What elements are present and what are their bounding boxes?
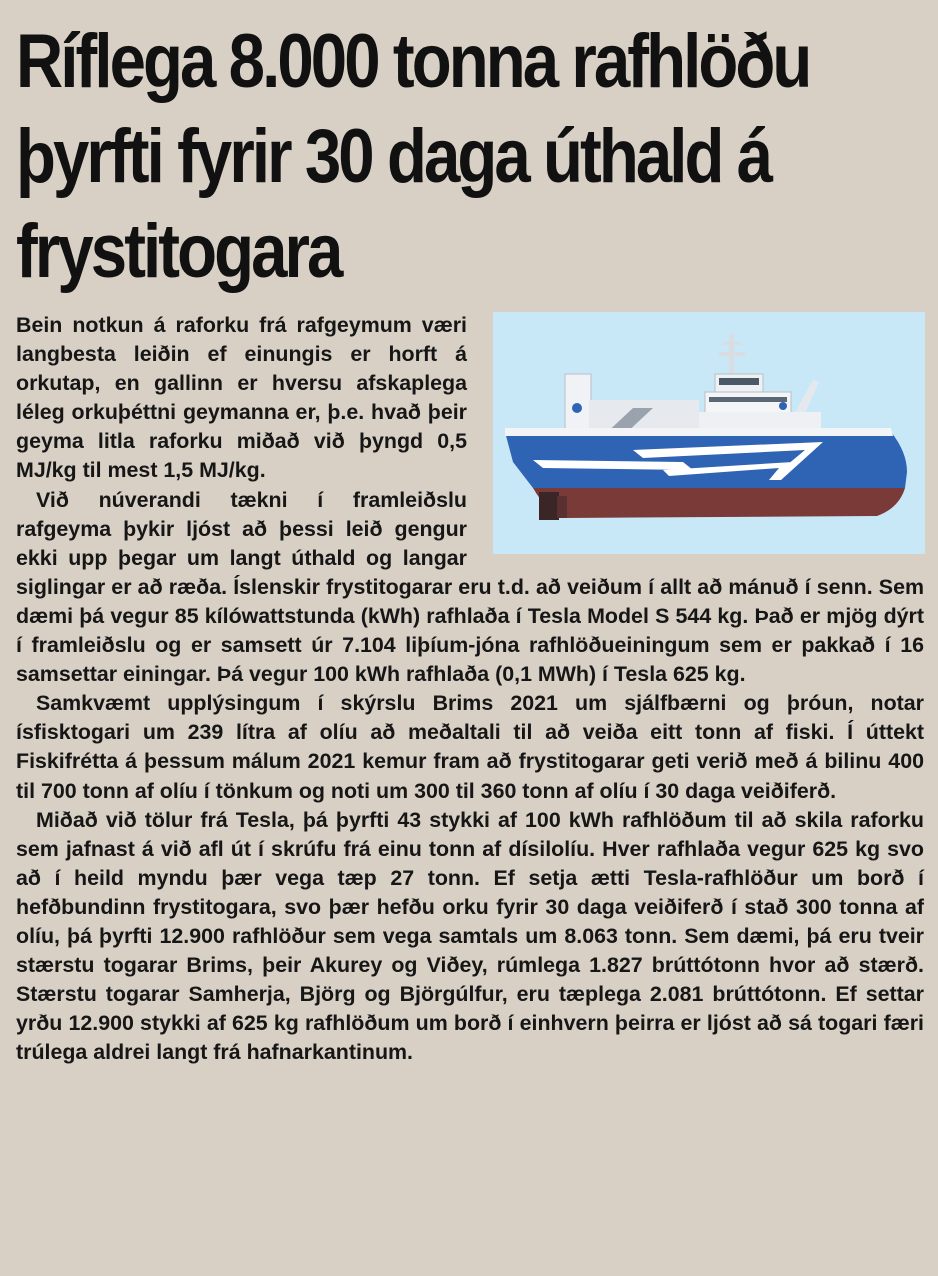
paragraph-3: Samkvæmt upplýsingum í skýrslu Brims 2021 um sjálfbærni og þróun, notar ísfisktogari um 239 lítra af olíu að meðaltali til að veiða eitt tonn af fiski. Í úttekt Fiskifrétta á þessum málum 2021 kemur fram að frystitogarar geti verið með á bilinu 400 til 700 tonn af olíu í tönkum og noti um 300 til 360 tonn af olíu í 30 daga veiðiferð. <box>16 691 924 803</box>
ship-image <box>493 312 925 554</box>
paragraph-1: Bein notkun á raforku frá rafgeymum væri langbesta leiðin ef einungis er horft á orkutap, en gallinn er hversu afskaplega léleg orkuþéttni geymanna er, þ.e. hvað þeir geyma litla raforku miðað við þyngd 0,5 MJ/kg til mest 1,5 MJ/kg. <box>16 313 467 483</box>
trawler-ship-illustration <box>493 312 925 554</box>
headline: Ríflega 8.000 tonna rafhlöðu þyrfti fyrir 30 daga úthald á frystitogara <box>16 19 810 294</box>
paragraph-2: Við núverandi tækni í framleiðslu rafgeyma þykir ljóst að þessi leið gengur ekki upp þegar um langt úthald og langar siglingar er að ræða. Íslenskir frystitogarar eru t.d. að veiðum í allt að mánuð í senn. Sem dæmi þá vegur 85 kílówattstunda (kWh) rafhlaða í Tesla Model S 544 kg. Það er mjög dýrt í framleiðslu og er samsett úr 7.104 liþíum-jóna rafhlöðueiningum sem er pakkað í 16 samsettar einingar. Þá vegur 100 kWh rafhlaða (0,1 MWh) í Tesla 625 kg. <box>16 487 924 687</box>
article-body <box>16 311 924 1067</box>
paragraph-4: Miðað við tölur frá Tesla, þá þyrfti 43 stykki af 100 kWh rafhlöðum til að skila raforku sem jafnast á við afl út í skrúfu frá einu tonn af dísilolíu. Hver rafhlaða vegur 625 kg svo að í heild myndu þær vega tæp 27 tonn. Ef setja ætti Tesla-rafhlöður um borð í hefðbundinn frystitogara, svo þær hefðu orku fyrir 30 daga veiðiferð í stað 300 tonna af olíu, þá þyrfti 12.900 rafhlöður sem vega samtals um 8.063 tonn. Sem dæmi, þá eru tveir stærstu togarar Brims, þeir Akurey og Viðey, rúmlega 1.827 brúttótonn hvor að stærð. Stærstu togarar Samherja, Björg og Björgúlfur, eru tæplega 2.081 brúttótonn. Ef settar yrðu 12.900 stykki af 625 kg rafhlöðum um borð í einhvern þeirra er ljóst að sá togari færi trúlega aldrei langt frá hafnarkantinum. <box>16 807 924 1065</box>
